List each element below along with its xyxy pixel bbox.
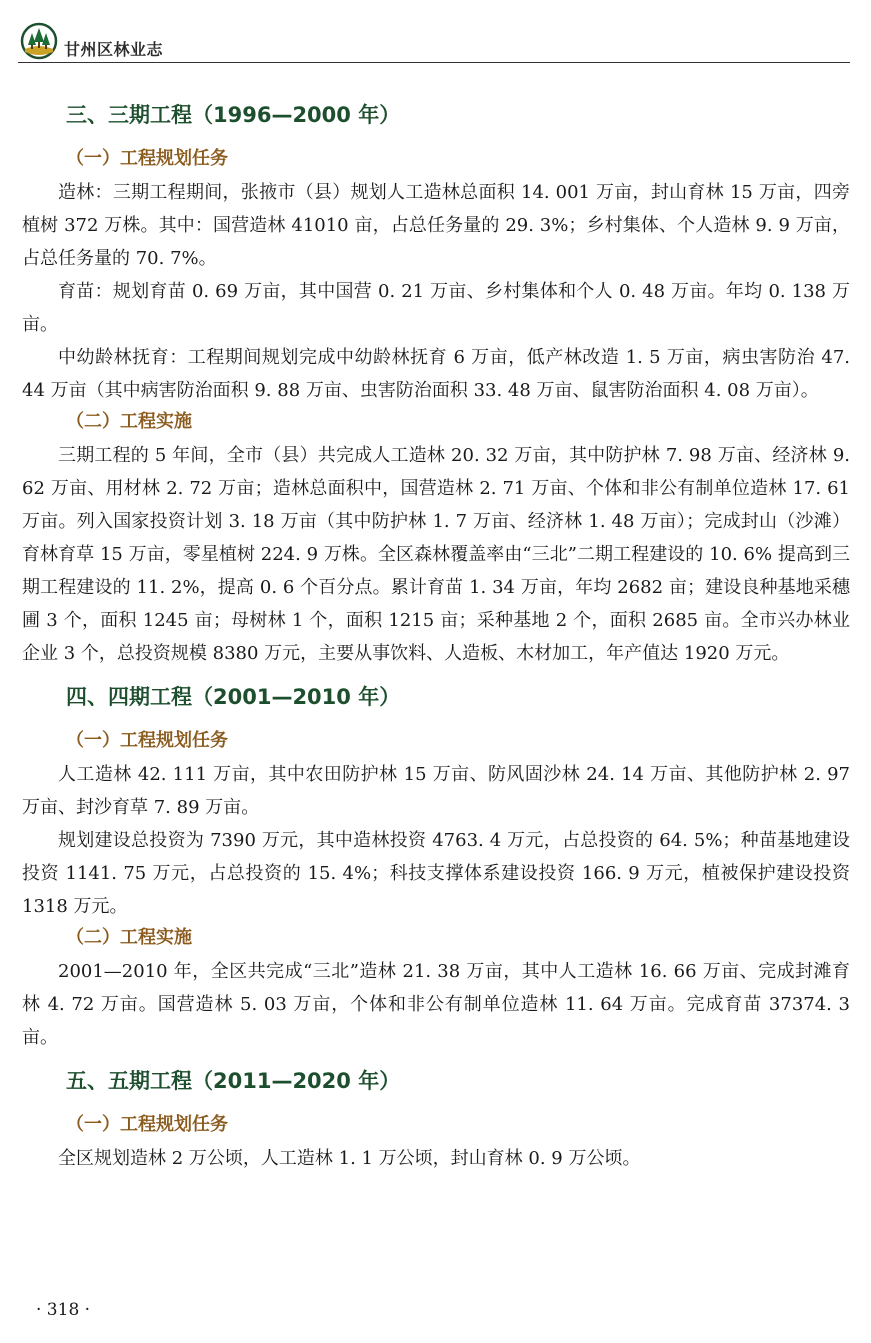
page-content (22, 88, 850, 1185)
section-heading: 四、四期工程（2001—2010 年） (66, 685, 401, 709)
paragraph: 中幼龄林抚育：工程期间规划完成中幼龄林抚育 6 万亩，低产林改造 1. 5 万亩，病虫害防治 47. 44 万亩（其中病害防治面积 9. 88 万亩、虫害防治面积 33. 48 万亩、鼠害防治面积 4. 08 万亩）。 (22, 347, 850, 401)
header-divider (18, 62, 850, 63)
page-header (18, 22, 850, 64)
paragraph: 人工造林 42. 111 万亩，其中农田防护林 15 万亩、防风固沙林 24. 14 万亩、其他防护林 2. 97 万亩、封沙育草 7. 89 万亩。 (22, 764, 850, 818)
section-heading: 五、五期工程（2011—2020 年） (66, 1069, 401, 1093)
book-title: 甘州区林业志 (64, 40, 164, 59)
subsection-heading: （一）工程规划任务 (66, 730, 228, 751)
paragraph: 造林：三期工程期间，张掖市（县）规划人工造林总面积 14. 001 万亩，封山育林 15 万亩，四旁植树 372 万株。其中：国营造林 41010 亩，占总任务量的 29. 3%；乡村集体、个人造林 9. 9 万亩，占总任务量的 70. 7%。 (22, 182, 850, 269)
section-phase-3 (22, 100, 850, 670)
subsection-heading: （一）工程规划任务 (66, 148, 228, 169)
subsection-heading: （二）工程实施 (66, 411, 192, 432)
paragraph: 2001—2010 年，全区共完成“三北”造林 21. 38 万亩，其中人工造林 16. 66 万亩、完成封滩育林 4. 72 万亩。国营造林 5. 03 万亩，个体和非公有制单位造林 11. 64 万亩。完成育苗 37374. 3 亩。 (22, 961, 850, 1048)
paragraph: 规划建设总投资为 7390 万元，其中造林投资 4763. 4 万元，占总投资的 64. 5%；种苗基地建设投资 1141. 75 万元，占总投资的 15. 4%；科技支撑体系建设投资 166. 9 万元，植被保护建设投资 1318 万元。 (22, 830, 850, 917)
section-heading: 三、三期工程（1996—2000 年） (66, 103, 401, 127)
subsection-heading: （一）工程规划任务 (66, 1114, 228, 1135)
section-phase-5 (22, 1066, 850, 1175)
paragraph: 育苗：规划育苗 0. 69 万亩，其中国营 0. 21 万亩、乡村集体和个人 0. 48 万亩。年均 0. 138 万亩。 (22, 281, 850, 335)
page-number: · 318 · (36, 1300, 91, 1320)
paragraph: 全区规划造林 2 万公顷，人工造林 1. 1 万公顷，封山育林 0. 9 万公顷。 (58, 1148, 641, 1169)
forest-trees-logo-icon (20, 22, 58, 60)
section-phase-4 (22, 682, 850, 1054)
paragraph: 三期工程的 5 年间，全市（县）共完成人工造林 20. 32 万亩，其中防护林 7. 98 万亩、经济林 9. 62 万亩、用材林 2. 72 万亩；造林总面积中，国营造林 2. 71 万亩、个体和非公有制单位造林 17. 61 万亩。列入国家投资计划 3. 18 万亩（其中防护林 1. 7 万亩、经济林 1. 48 万亩）；完成封山（沙滩）育林育草 15 万亩，零星植树 224. 9 万株。全区森林覆盖率由“三北”二期工程建设的 10. 6% 提高到三期工程建设的 11. 2%，提高 0. 6 个百分点。累计育苗 1. 34 万亩，年均 2682 亩；建设良种基地采穗圃 3 个，面积 1245 亩；母树林 1 个，面积 1215 亩；采种基地 2 个，面积 2685 亩。全市兴办林业企业 3 个，总投资规模 8380 万元，主要从事饮料、人造板、木材加工，年产值达 1920 万元。 (22, 445, 850, 664)
subsection-heading: （二）工程实施 (66, 927, 192, 948)
